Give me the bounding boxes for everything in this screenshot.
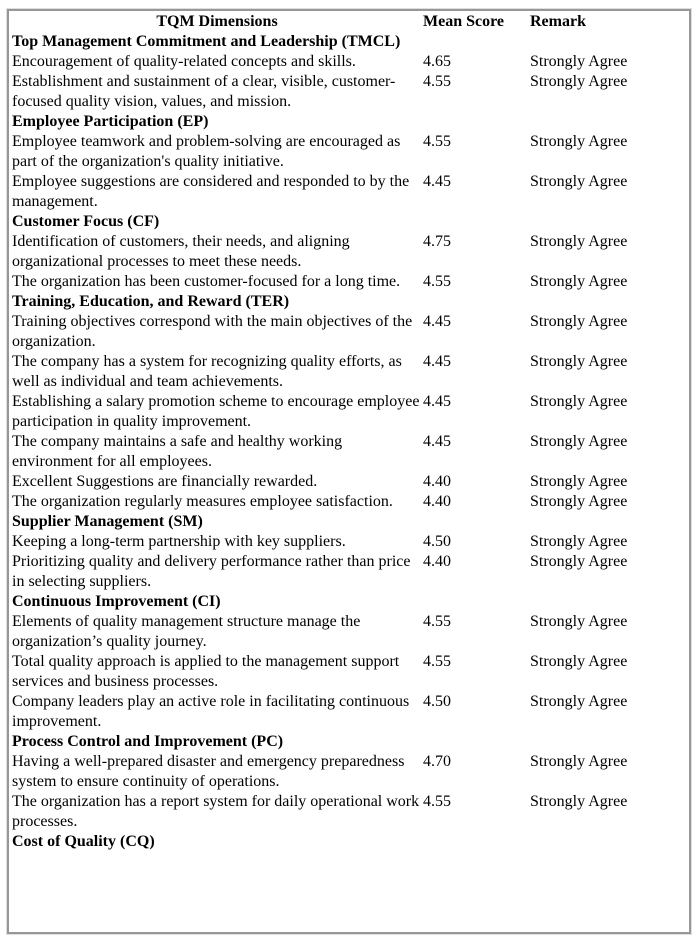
column-header-remark: Remark	[530, 13, 586, 30]
table-row	[9, 72, 689, 112]
table-row	[9, 692, 689, 732]
section-title: Cost of Quality (CQ)	[12, 833, 155, 850]
column-header-tqm-dimensions: TQM Dimensions	[156, 13, 278, 30]
section-title: Customer Focus (CF)	[12, 213, 160, 230]
dimension-cell: Elements of quality management structure manage the organization’s quality journey.	[12, 613, 361, 650]
dimension-cell: Employee suggestions are considered and responded to by the management.	[12, 173, 410, 210]
mean-score-cell: 4.55	[423, 133, 451, 150]
dimension-cell: Encouragement of quality-related concepts and skills.	[12, 53, 356, 70]
table-row	[9, 52, 689, 72]
table-row	[9, 392, 689, 432]
remark-cell: Strongly Agree	[530, 53, 628, 70]
section-header-row	[9, 512, 689, 532]
mean-score-cell: 4.45	[423, 173, 451, 190]
table-row	[9, 272, 689, 292]
dimension-cell: Training objectives correspond with the main objectives of the organization.	[12, 313, 413, 350]
section-title: Training, Education, and Reward (TER)	[12, 293, 290, 310]
dimension-cell: Having a well-prepared disaster and emergency preparedness system to ensure continuity of operations.	[12, 753, 405, 790]
tqm-results-table	[9, 12, 689, 852]
section-title: Employee Participation (EP)	[12, 113, 209, 130]
remark-cell-empty	[530, 112, 689, 132]
dimension-cell: Establishment and sustainment of a clear, visible, customer-focused quality vision, values, and mission.	[12, 73, 396, 110]
table-row	[9, 132, 689, 172]
table-row	[9, 652, 689, 692]
mean-score-cell: 4.55	[423, 73, 451, 90]
section-title: Supplier Management (SM)	[12, 513, 203, 530]
table-row	[9, 552, 689, 592]
remark-cell-empty	[530, 592, 689, 612]
mean-score-cell: 4.50	[423, 693, 451, 710]
remark-cell-empty	[530, 292, 689, 312]
section-title: Process Control and Improvement (PC)	[12, 733, 284, 750]
section-title: Continuous Improvement (CI)	[12, 593, 221, 610]
mean-score-cell: 4.45	[423, 393, 451, 410]
table-header-row	[9, 12, 689, 32]
table-row	[9, 532, 689, 552]
mean-score-cell-empty	[423, 212, 530, 232]
dimension-cell: Prioritizing quality and delivery performance rather than price in selecting suppliers.	[12, 553, 411, 590]
mean-score-cell: 4.40	[423, 493, 451, 510]
mean-score-cell-empty	[423, 32, 530, 52]
remark-cell: Strongly Agree	[530, 433, 628, 450]
mean-score-cell: 4.70	[423, 753, 451, 770]
table-row	[9, 312, 689, 352]
section-title: Top Management Commitment and Leadership (TMCL)	[12, 33, 401, 50]
tqm-results-table-frame	[7, 9, 691, 934]
mean-score-cell-empty	[423, 512, 530, 532]
table-row	[9, 472, 689, 492]
mean-score-cell: 4.40	[423, 473, 451, 490]
remark-cell: Strongly Agree	[530, 553, 628, 570]
dimension-cell: Company leaders play an active role in facilitating continuous improvement.	[12, 693, 410, 730]
table-row	[9, 352, 689, 392]
remark-cell: Strongly Agree	[530, 693, 628, 710]
remark-cell-empty	[530, 832, 689, 852]
dimension-cell: Excellent Suggestions are financially rewarded.	[12, 473, 318, 490]
remark-cell: Strongly Agree	[530, 793, 628, 810]
mean-score-cell: 4.40	[423, 553, 451, 570]
dimension-cell: Identification of customers, their needs, and aligning organizational processes to meet these needs.	[12, 233, 350, 270]
remark-cell: Strongly Agree	[530, 173, 628, 190]
remark-cell: Strongly Agree	[530, 353, 628, 370]
table-body	[9, 32, 689, 852]
mean-score-cell: 4.45	[423, 433, 451, 450]
mean-score-cell: 4.75	[423, 233, 451, 250]
table-row	[9, 492, 689, 512]
mean-score-cell: 4.45	[423, 313, 451, 330]
dimension-cell: The organization has a report system for daily operational work processes.	[12, 793, 420, 830]
remark-cell: Strongly Agree	[530, 493, 628, 510]
remark-cell: Strongly Agree	[530, 233, 628, 250]
mean-score-cell-empty	[423, 112, 530, 132]
dimension-cell: Total quality approach is applied to the management support services and business processes.	[12, 653, 400, 690]
table-row	[9, 612, 689, 652]
dimension-cell: The organization has been customer-focused for a long time.	[12, 273, 401, 290]
remark-cell: Strongly Agree	[530, 273, 628, 290]
mean-score-cell-empty	[423, 592, 530, 612]
section-header-row	[9, 292, 689, 312]
dimension-cell: The company maintains a safe and healthy working environment for all employees.	[12, 433, 343, 470]
mean-score-cell: 4.55	[423, 793, 451, 810]
section-header-row	[9, 112, 689, 132]
mean-score-cell-empty	[423, 732, 530, 752]
dimension-cell: Employee teamwork and problem-solving are encouraged as part of the organization's quality initiative.	[12, 133, 401, 170]
remark-cell: Strongly Agree	[530, 653, 628, 670]
remark-cell-empty	[530, 32, 689, 52]
section-header-row	[9, 592, 689, 612]
remark-cell: Strongly Agree	[530, 133, 628, 150]
remark-cell: Strongly Agree	[530, 393, 628, 410]
remark-cell-empty	[530, 212, 689, 232]
remark-cell-empty	[530, 512, 689, 532]
mean-score-cell-empty	[423, 292, 530, 312]
remark-cell: Strongly Agree	[530, 473, 628, 490]
section-header-row	[9, 32, 689, 52]
mean-score-cell: 4.55	[423, 653, 451, 670]
table-row	[9, 792, 689, 832]
mean-score-cell-empty	[423, 832, 530, 852]
section-header-row	[9, 212, 689, 232]
dimension-cell: The organization regularly measures employee satisfaction.	[12, 493, 393, 510]
remark-cell: Strongly Agree	[530, 313, 628, 330]
remark-cell: Strongly Agree	[530, 533, 628, 550]
mean-score-cell: 4.55	[423, 613, 451, 630]
table-row	[9, 232, 689, 272]
mean-score-cell: 4.45	[423, 353, 451, 370]
mean-score-cell: 4.55	[423, 273, 451, 290]
remark-cell-empty	[530, 732, 689, 752]
mean-score-cell: 4.65	[423, 53, 451, 70]
dimension-cell: Keeping a long-term partnership with key suppliers.	[12, 533, 346, 550]
mean-score-cell: 4.50	[423, 533, 451, 550]
remark-cell: Strongly Agree	[530, 73, 628, 90]
table-row	[9, 752, 689, 792]
table-row	[9, 172, 689, 212]
remark-cell: Strongly Agree	[530, 753, 628, 770]
table-row	[9, 432, 689, 472]
remark-cell: Strongly Agree	[530, 613, 628, 630]
dimension-cell: Establishing a salary promotion scheme to encourage employee participation in quality improvement.	[12, 393, 420, 430]
section-header-row	[9, 832, 689, 852]
column-header-mean-score: Mean Score	[423, 13, 505, 30]
section-header-row	[9, 732, 689, 752]
dimension-cell: The company has a system for recognizing quality efforts, as well as individual and team achievements.	[12, 353, 402, 390]
